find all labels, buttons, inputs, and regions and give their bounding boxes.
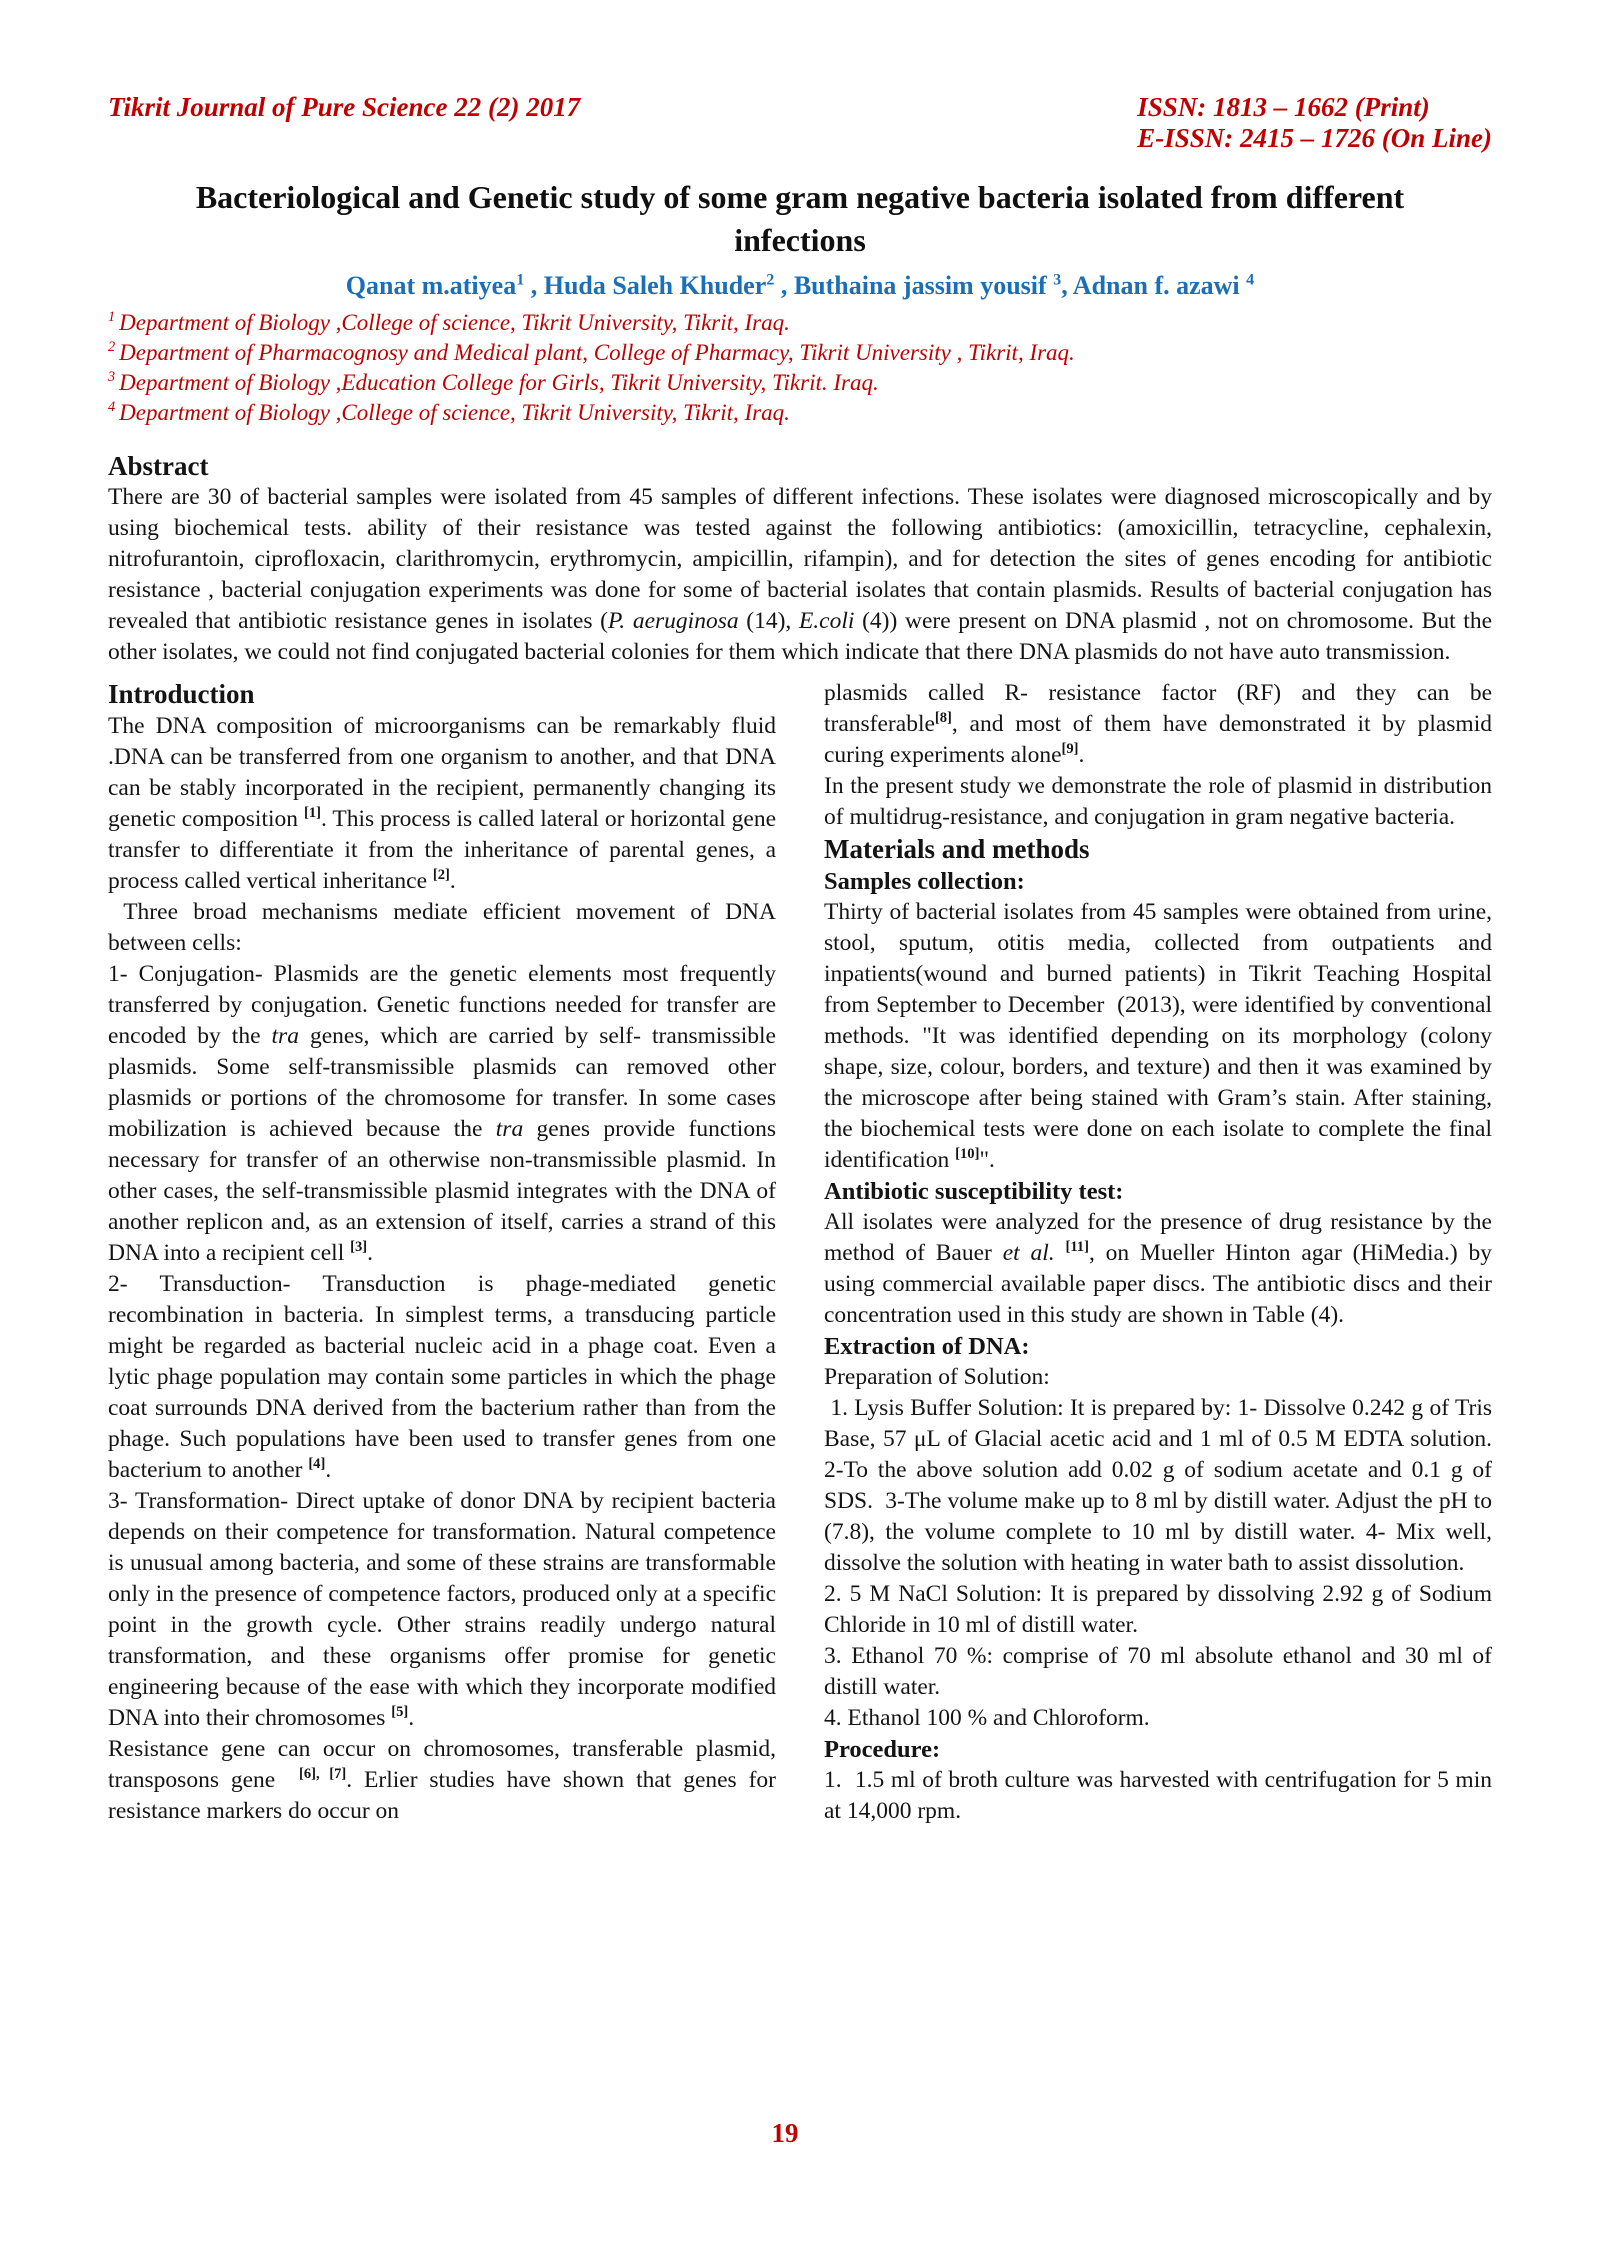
text-segment: The DNA composition of microorganisms can be remarkably fluid .DNA can be transferred from one organism to another, and that DNA can be stably incorporated in the recipient, permanently changing its genetic composition — [108, 713, 782, 832]
affiliation-text: Department of Pharmacognosy and Medical plant, College of Pharmacy, Tikrit University , Tikrit, Iraq. — [119, 340, 1075, 365]
reference-superscript: 1 — [516, 271, 525, 289]
paper-title: Bacteriological and Genetic study of some gram negative bacteria isolated from different infections — [195, 179, 1405, 258]
abstract-paragraph — [108, 482, 1492, 668]
text-segment: 1. Lysis Buffer Solution: It is prepared by: 1- Dissolve 0.242 g of Tris Base, 57 μL of Glacial acetic acid and 1 ml of 0.5 M EDTA solution. 2-To the above solution add 0.02 g of sodium acetate and 0.1 g of SDS. 3-The volume make up to 8 ml by distill water. Adjust the pH to (7.8), the volume complete to 10 ml by distill water. 4- Mix well, dissolve the solution with heating in water bath to assist dissolution. — [824, 1395, 1504, 1576]
text-segment: (14), — [738, 608, 799, 634]
text-segment: Procedure: — [824, 1736, 941, 1763]
text-segment: , Huda Saleh Khuder — [524, 271, 767, 300]
body-paragraph — [108, 959, 782, 1269]
text-segment: Resistance gene can occur on chromosomes, transferable plasmid, transposons gene — [108, 1736, 782, 1793]
reference-superscript: [5] — [391, 1704, 409, 1721]
text-segment: There are 30 of bacterial samples were isolated from 45 samples of different infections. These isolates were diagnosed microscopically and by using biochemical tests. ability of their resistance was tested against the following antibiotics: (amoxicillin, tetracycline, cephalexin, nitrofurantoin, ciprofloxacin, clarithromycin, erythromycin, ampicillin, rifampin), and for detection the sites of genes encoding for antibiotic resistance , bacterial conjugation experiments was done for some of bacterial isolates that contain plasmids. Results of bacterial conjugation has revealed that antibiotic resistance genes in isolates ( — [108, 484, 1492, 634]
reference-superscript: [10] — [955, 1146, 980, 1163]
text-segment: tra — [495, 1116, 524, 1142]
text-segment: tra — [271, 1023, 299, 1049]
page-number: 19 — [771, 2118, 799, 2148]
text-segment: 3. Ethanol 70 %: comprise of 70 ml absolute ethanol and 30 ml of distill water. — [824, 1643, 1498, 1700]
body-paragraph — [824, 1362, 1492, 1393]
abstract-heading: Abstract — [108, 451, 209, 481]
body-paragraph — [824, 897, 1498, 1176]
text-segment: . — [1078, 742, 1085, 768]
text-segment: 4. Ethanol 100 % and Chloroform. — [824, 1705, 1150, 1731]
text-segment — [1055, 1240, 1066, 1266]
affiliation-text: Department of Biology ,College of science, Tikrit University, Tikrit, Iraq. — [119, 310, 790, 335]
text-segment: Materials and methods — [824, 834, 1090, 864]
text-segment: genes, which are carried by self- transmissible plasmids. Some self-transmissible plasmids can removed other plasmids or portions of the chromosome for transfer. In some cases mobilization is achieved because the — [108, 1023, 782, 1142]
text-segment: . — [325, 1457, 332, 1483]
issn-online: E-ISSN: 2415 – 1726 (On Line) — [1137, 123, 1492, 153]
reference-superscript: 4 — [1246, 271, 1255, 289]
text-segment: All isolates were analyzed for the presence of drug resistance by the method of Bauer — [824, 1209, 1498, 1266]
text-segment: . Erlier studies have shown that genes for resistance markers do occur on — [108, 1767, 782, 1824]
body-paragraph — [824, 678, 1498, 771]
subsection-heading — [824, 866, 1492, 897]
text-segment: 2. 5 M NaCl Solution: It is prepared by dissolving 2.92 g of Sodium Chloride in 10 ml of distill water. — [824, 1581, 1498, 1638]
affiliation-item — [108, 338, 1492, 368]
subsection-heading — [824, 1176, 1492, 1207]
affiliation-text: Department of Biology ,College of science, Tikrit University, Tikrit, Iraq. — [119, 400, 790, 425]
text-segment: Antibiotic susceptibility test: — [824, 1178, 1124, 1205]
text-segment: genes provide functions necessary for transfer of an otherwise non-transmissible plasmid. In other cases, the self-transmissible plasmid integrates with the DNA of another replicon and, as an extension of itself, carries a strand of this DNA into a recipient cell — [108, 1116, 782, 1266]
body-paragraph — [824, 771, 1498, 833]
authors-line — [108, 270, 1492, 302]
page-header — [108, 92, 1492, 154]
reference-superscript: [3] — [350, 1239, 368, 1256]
body-paragraph — [824, 1393, 1504, 1579]
text-segment: . — [367, 1240, 373, 1266]
text-segment: 1- Conjugation- Plasmids are the genetic elements most frequently transferred by conjugation. Genetic functions needed for transfer are encoded by the — [108, 961, 782, 1049]
affiliation-text: Department of Biology ,Education College for Girls, Tikrit University, Tikrit. Iraq. — [119, 370, 879, 395]
text-segment: , Adnan f. azawi — [1061, 271, 1247, 300]
column-left — [108, 678, 782, 1827]
text-segment: Extraction of DNA: — [824, 1333, 1030, 1360]
text-segment: In the present study we demonstrate the role of plasmid in distribution of multidrug-resistance, and conjugation in gram negative bacteria. — [824, 773, 1498, 830]
text-segment: et al. — [1002, 1240, 1055, 1266]
reference-superscript: [2] — [432, 867, 450, 884]
text-segment: Qanat m.atiyea — [345, 271, 517, 300]
affiliation-item — [108, 368, 1492, 398]
journal-name: Tikrit Journal of Pure Science 22 (2) 2017 — [108, 92, 581, 122]
two-column-body — [108, 678, 1504, 1827]
affiliations-list — [108, 308, 1492, 428]
body-paragraph — [824, 1703, 1492, 1734]
reference-superscript: 2 — [766, 271, 775, 289]
text-segment: E.coli — [798, 608, 855, 634]
reference-superscript: [9] — [1061, 741, 1079, 758]
section-heading — [108, 678, 776, 711]
issn-print: ISSN: 1813 – 1662 (Print) — [1137, 92, 1430, 122]
text-segment: plasmids called R- resistance factor (RF) and they can be transferable — [824, 680, 1498, 737]
affiliation-number: 3 — [108, 369, 116, 386]
body-paragraph — [108, 711, 782, 897]
body-paragraph — [108, 1734, 782, 1827]
text-segment: . — [408, 1705, 415, 1731]
reference-superscript: [11] — [1065, 1239, 1089, 1256]
text-segment: , on Mueller Hinton agar (HiMedia.) by using commercial available paper discs. The antibiotic discs and their concentration used in this study are shown in Table (4). — [824, 1240, 1498, 1328]
body-paragraph — [108, 1486, 782, 1734]
text-segment: . — [449, 868, 456, 894]
reference-superscript: [4] — [308, 1456, 326, 1473]
text-segment: , Buthaina jassim yousif — [774, 271, 1054, 300]
text-segment: 2- Transduction- Transduction is phage-mediated genetic recombination in bacteria. In simplest terms, a transducing particle might be regarded as bacterial nucleic acid in a phage coat. Even a lytic phage population may contain some particles in which the phage coat surrounds DNA derived from the bacterium rather than from the phage. Such populations have been used to transfer genes from one bacterium to another — [108, 1271, 782, 1483]
reference-superscript: [8] — [934, 710, 952, 727]
reference-superscript: 3 — [1053, 271, 1062, 289]
text-segment: (4)) were present on DNA plasmid , not on chromosome. But the other isolates, we could not find conjugated bacterial colonies for them which indicate that there DNA plasmids do not have auto transmission. — [108, 608, 1492, 665]
reference-superscript: [1] — [303, 805, 321, 822]
text-segment: 1. 1.5 ml of broth culture was harvested with centrifugation for 5 min at 14,000 rpm. — [824, 1767, 1498, 1824]
text-segment: , and most of them have demonstrated it by plasmid curing experiments alone — [824, 711, 1498, 768]
body-paragraph — [824, 1579, 1498, 1641]
affiliation-number: 4 — [108, 399, 116, 416]
affiliation-item — [108, 398, 1492, 428]
column-right — [824, 678, 1504, 1827]
text-segment: Thirty of bacterial isolates from 45 samples were obtained from urine, stool, sputum, otitis media, collected from outpatients and inpatients(wound and burned patients) in Tikrit Teaching Hospital from September to December (2013), were identified by conventional methods. "It was identified depending on its morphology (colony shape, size, colour, borders, and texture) and then it was examined by the microscope after being stained with Gram’s stain. After staining, the biochemical tests were done on each isolate to complete the final identification — [824, 899, 1498, 1173]
reference-superscript: [6], [7] — [299, 1766, 347, 1783]
text-segment: Three broad mechanisms mediate efficient movement of DNA between cells: — [108, 899, 782, 956]
issn-block — [1137, 92, 1492, 154]
subsection-heading — [824, 1734, 1492, 1765]
text-segment: P. aeruginosa — [607, 608, 739, 634]
body-paragraph — [108, 1269, 782, 1486]
affiliation-item — [108, 308, 1492, 338]
text-segment: Introduction — [108, 679, 255, 709]
affiliation-number: 1 — [108, 309, 116, 326]
body-paragraph — [824, 1765, 1498, 1827]
section-heading — [824, 833, 1492, 866]
text-segment: Preparation of Solution: — [824, 1364, 1050, 1390]
text-segment: ". — [979, 1147, 995, 1173]
body-paragraph — [824, 1207, 1498, 1331]
body-paragraph — [824, 1641, 1498, 1703]
text-segment: . This process is called lateral or horizontal gene transfer to differentiate it from the inheritance of parental genes, a process called vertical inheritance — [108, 806, 782, 894]
text-segment: 3- Transformation- Direct uptake of donor DNA by recipient bacteria depends on their competence for transformation. Natural competence is unusual among bacteria, and some of these strains are transformable only in the presence of competence factors, produced only at a specific point in the growth cycle. Other strains readily undergo natural transformation, and these organisms offer promise for genetic engineering because of the ease with which they incorporate modified DNA into their chromosomes — [108, 1488, 782, 1731]
subsection-heading — [824, 1331, 1492, 1362]
body-paragraph — [108, 897, 782, 959]
text-segment: Samples collection: — [824, 868, 1025, 895]
affiliation-number: 2 — [108, 339, 116, 356]
